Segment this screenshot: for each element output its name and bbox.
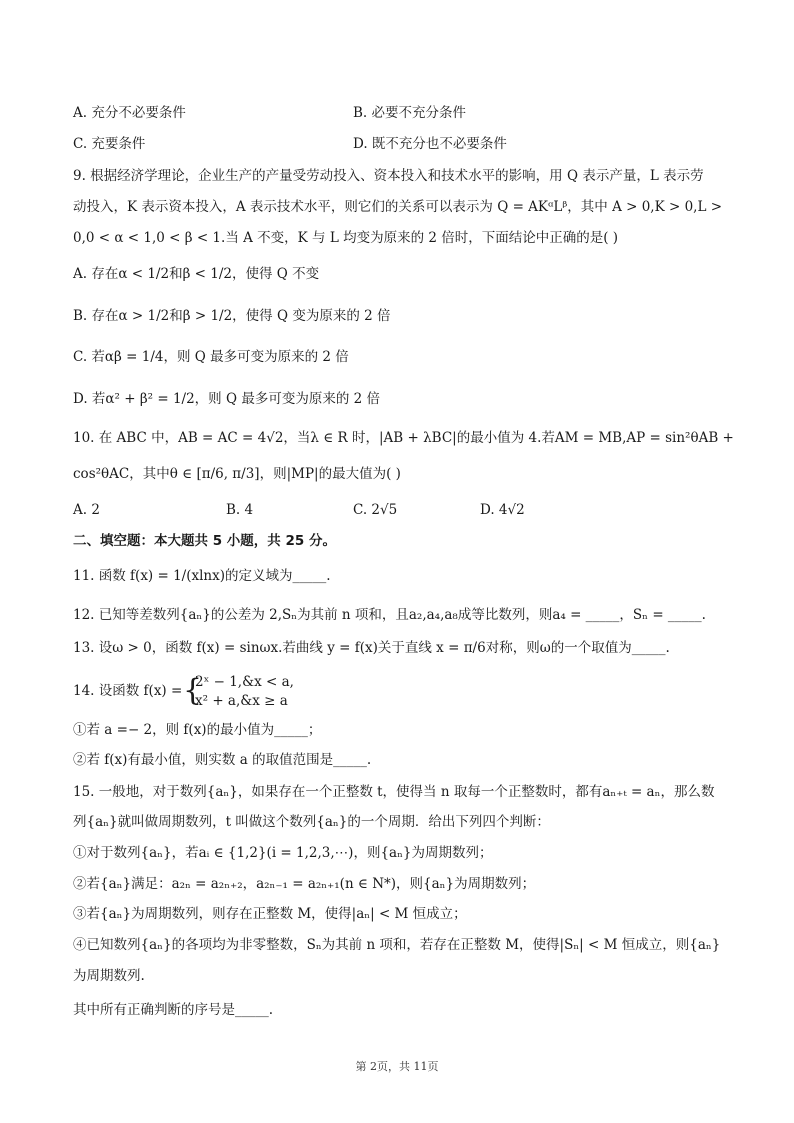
q14-case-1: 2ˣ − 1,&x < a,	[195, 674, 294, 690]
question-13: 13. 设ω > 0，函数 f(x) = sinωx.若曲线 y = f(x)关于直线 x = π/6对称，则ω的一个取值为_____.	[73, 640, 670, 656]
q15-judgement-4-line-1: ④已知数列{aₙ}的各项均为非零整数，Sₙ为其前 n 项和，若存在正整数 M，使得|Sₙ| < M 恒成立，则{aₙ}	[73, 937, 721, 953]
q8-option-a: A. 充分不必要条件	[73, 105, 186, 121]
question-12: 12. 已知等差数列{aₙ}的公差为 2,Sₙ为其前 n 项和，且a₂,a₄,a₈成等比数列，则a₄ = _____，Sₙ = _____.	[73, 607, 706, 623]
q9-stem-line-2: 动投入，K 表示资本投入，A 表示技术水平，则它们的关系可以表示为 Q = AKᵅLᵝ，其中 A > 0,K > 0,L >	[73, 199, 723, 215]
q14-stem: 14. 设函数 f(x) =	[73, 683, 183, 699]
section-heading-fill-in: 二、填空题：本大题共 5 小题，共 25 分。	[73, 533, 336, 549]
q15-judgement-4-line-2: 为周期数列.	[73, 968, 145, 984]
question-11: 11. 函数 f(x) = 1/(xlnx)的定义域为_____.	[73, 568, 331, 584]
q9-stem-line-1: 9. 根据经济学理论，企业生产的产量受劳动投入、资本投入和技术水平的影响，用 Q 表示产量，L 表示劳	[73, 168, 704, 184]
q8-option-c: C. 充要条件	[73, 136, 146, 152]
q15-stem-line-2: 列{aₙ}就叫做周期数列，t 叫做这个数列{aₙ}的一个周期．给出下列四个判断：	[73, 814, 550, 830]
q8-option-d: D. 既不充分也不必要条件	[353, 136, 507, 152]
q10-option-d: D. 4√2	[480, 502, 525, 518]
q14-part-1: ①若 a =− 2，则 f(x)的最小值为_____；	[73, 722, 322, 738]
q9-option-d: D. 若α² + β² = 1/2，则 Q 最多可变为原来的 2 倍	[73, 391, 381, 407]
q10-option-c: C. 2√5	[353, 502, 398, 518]
q9-option-a: A. 存在α < 1/2和β < 1/2，使得 Q 不变	[73, 266, 320, 282]
q10-option-b: B. 4	[226, 502, 254, 518]
page-footer: 第 2页，共 11页	[355, 1060, 439, 1073]
q14-part-2: ②若 f(x)有最小值，则实数 a 的取值范围是_____.	[73, 752, 372, 768]
q14-case-2: x² + a,&x ≥ a	[195, 693, 288, 709]
q15-stem-line-1: 15. 一般地，对于数列{aₙ}，如果存在一个正整数 t，使得当 n 取每一个正整数时，都有aₙ₊ₜ = aₙ，那么数	[73, 784, 715, 800]
q8-option-b: B. 必要不充分条件	[353, 105, 467, 121]
q15-ask: 其中所有正确判断的序号是_____.	[73, 1002, 274, 1018]
q15-judgement-3: ③若{aₙ}为周期数列，则存在正整数 M，使得|aₙ| < M 恒成立；	[73, 906, 467, 922]
q9-option-c: C. 若αβ = 1/4，则 Q 最多可变为原来的 2 倍	[73, 349, 349, 365]
q15-judgement-2: ②若{aₙ}满足：a₂ₙ = a₂ₙ₊₂，a₂ₙ₋₁ = a₂ₙ₊₁(n ∈ N*)，则{aₙ}为周期数列；	[73, 876, 536, 892]
q10-stem-line-2: cos²θAC，其中θ ∈ [π/6, π/3]，则|MP|的最大值为( )	[73, 466, 401, 482]
q14-brace: {	[183, 673, 203, 708]
q10-option-a: A. 2	[73, 502, 100, 518]
q15-judgement-1: ①对于数列{aₙ}，若aᵢ ∈ {1,2}(i = 1,2,3,⋯)，则{aₙ}为周期数列；	[73, 845, 493, 861]
q9-option-b: B. 存在α > 1/2和β > 1/2，使得 Q 变为原来的 2 倍	[73, 308, 391, 324]
q9-stem-line-3: 0,0 < α < 1,0 < β < 1.当 A 不变，K 与 L 均变为原来的 2 倍时，下面结论中正确的是( )	[73, 230, 619, 246]
q10-stem-line-1: 10. 在 ABC 中，AB = AC = 4√2，当λ ∈ R 时，|AB + λBC|的最小值为 4.若AM = MB,AP = sin²θAB +	[73, 430, 734, 446]
